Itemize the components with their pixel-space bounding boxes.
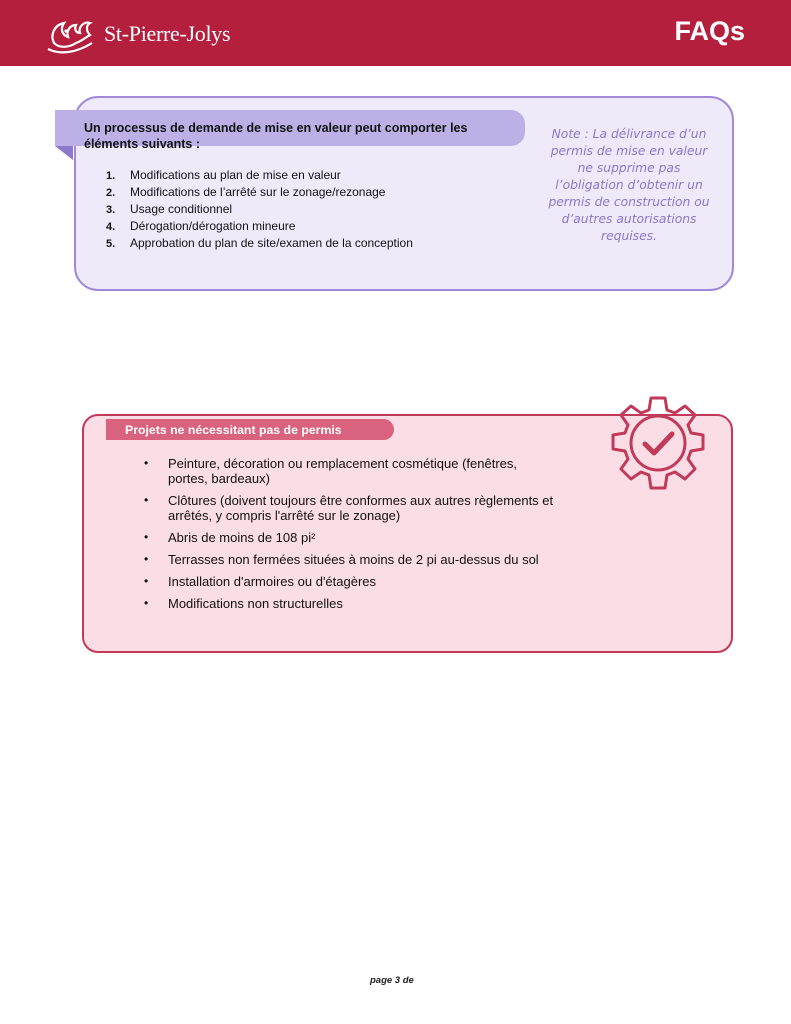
list-item: 5. Approbation du plan de site/examen de la conception — [106, 236, 413, 250]
list-item: 2. Modifications de l’arrêté sur le zonage/rezonage — [106, 185, 386, 199]
mise-en-valeur-list — [106, 167, 413, 252]
bullet-icon: • — [144, 493, 149, 507]
page-title: FAQs — [674, 16, 745, 46]
list-item: 4. Dérogation/dérogation mineure — [106, 219, 296, 233]
gear-check-icon — [603, 394, 713, 494]
bullet-icon: • — [144, 530, 149, 544]
logo — [46, 14, 230, 54]
mise-en-valeur-heading: Un processus de demande de mise en valeur peut comporter les éléments suivants : — [84, 121, 468, 151]
rooster-logo-icon — [46, 13, 98, 55]
list-item: • Clôtures (doivent toujours être conformes aux autres règlements et arrêtés, y compris l'arrêté sur le zonage) — [144, 493, 554, 523]
list-item: • Abris de moins de 108 pi² — [144, 530, 316, 545]
sans-permis-list — [144, 456, 554, 618]
bullet-icon: • — [144, 574, 149, 588]
page-number: page 3 de — [370, 975, 414, 986]
list-item: • Peinture, décoration ou remplacement cosmétique (fenêtres, portes, bardeaux) — [144, 456, 518, 486]
page-header — [0, 0, 791, 66]
logo-text: St-Pierre-Jolys — [104, 21, 231, 46]
permit-note: Note : La délivrance d’un permis de mise en valeur ne supprime pas l’obligation d’obtenir un permis de construction ou d’autres autorisations requises. — [548, 127, 710, 243]
bullet-icon: • — [144, 596, 149, 610]
ribbon-fold — [55, 146, 73, 160]
bullet-icon: • — [144, 552, 149, 566]
list-item: 1. Modifications au plan de mise en valeur — [106, 168, 341, 182]
list-item: • Installation d'armoires ou d'étagères — [144, 574, 377, 589]
list-item: • Terrasses non fermées situées à moins de 2 pi au-dessus du sol — [144, 552, 539, 567]
sans-permis-heading: Projets ne nécessitant pas de permis — [125, 423, 342, 437]
list-item: • Modifications non structurelles — [144, 596, 343, 611]
bullet-icon: • — [144, 456, 149, 470]
list-item: 3. Usage conditionnel — [106, 202, 233, 216]
